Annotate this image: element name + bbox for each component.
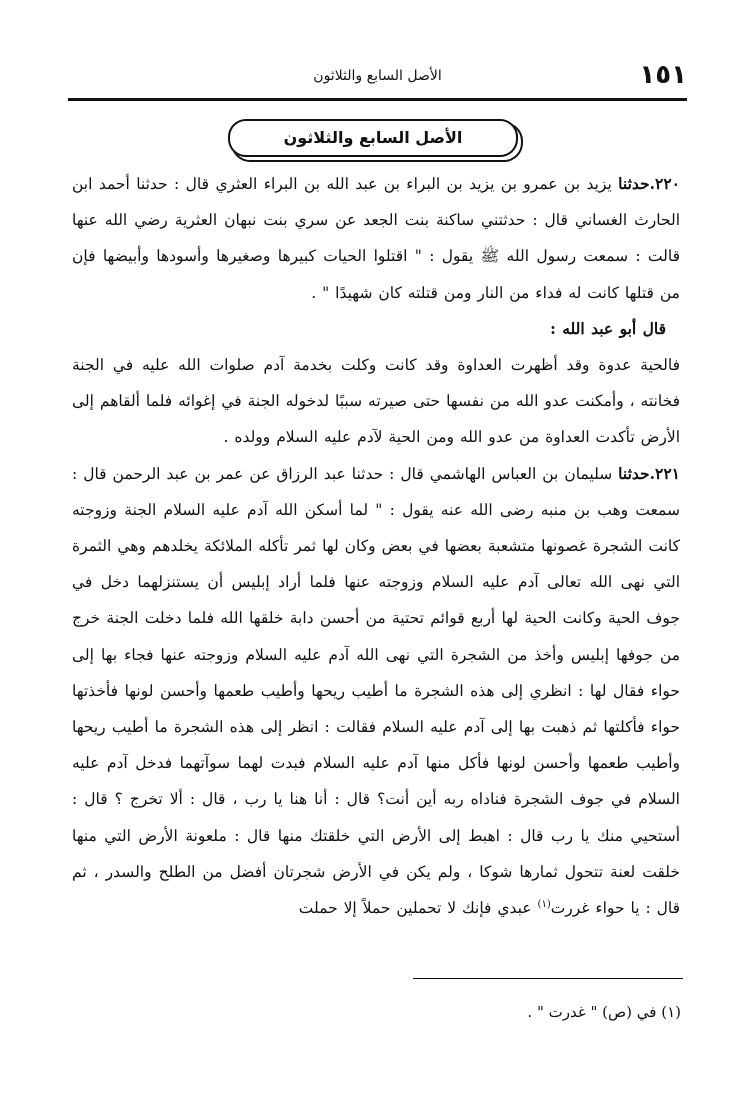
- hadith-text: سليمان بن العباس الهاشمي قال : حدثنا عبد الرزاق عن عمر بن عبد الرحمن قال : سمعت وهب بن منبه رضى الله عنه يقول : " لما أسكن الله آدم عليه السلام الجنة وزوجته كانت الشجرة غصونها متشعبة بعضها في بعض وكان لها ثمر تأكله الملائكة يخلدهم وهي الثمرة التي نهى الله تعالى آدم عليه السلام وزوجته عنها فلما أراد إبليس أن يستنزلهما دخل في جوف الحية وكانت الحية لها أربع قوائم تحتية من أحسن دابة خلقها الله فلما دخلت الجنة خرج من جوفها إبليس وأخذ من الشجرة التي نهى الله آدم عليه السلام وزوجته عنها فجاء بها إلى حواء فقال لها : انظري إلى هذه الشجرة ما أطيب ريحها وأطيب طعمها وأحسن لونها فأخذتها حواء فأكلتها ثم ذهبت بها إلى آدم عليه السلام فقالت : انظر إلى هذه الشجرة ما أطيب ريحها وأطيب طعمها وأحسن لونها فأكل منها آدم عليه السلام فبدت لهما سوآتهما فدخل آدم عليه السلام في جوف الشجرة فناداه ربه أين أنت؟ قال : أنا هنا يا رب ، قال : ألا تخرج ؟ قال : أستحيي منك يا رب قال : اهبط إلى الأرض التي خلقتك منها قال : ملعونة الأرض التي منها خلقت لعنة تتحول ثمارها شوكا ، ولم يكن في الأرض شجرتان أفضل من الطلح والسدر ، ثم قال : يا حواء غررت: [72, 464, 680, 918]
- abu-abdullah-heading: قال أبو عبد الله :: [550, 318, 666, 338]
- haddathana-label: حدثنا: [618, 463, 650, 483]
- running-header: [68, 58, 687, 98]
- chapter-title: الأصل السابع والثلاثون: [228, 119, 518, 157]
- running-title: الأصل السابع والثلاثون: [313, 68, 442, 84]
- hadith-text-continued: عبدي فإنك لا تحملين حملاً إلا حملت: [298, 899, 538, 918]
- hadith-number: ٢٢٠.: [649, 174, 680, 193]
- haddathana-label: حدثنا: [618, 174, 650, 193]
- footnote-marker: (١): [661, 1003, 681, 1021]
- page-number: ١٥١: [639, 60, 687, 90]
- footnote-rule: [413, 978, 683, 979]
- commentary: فالحية عدوة وقد أظهرت العداوة وقد كانت وكلت بخدمة آدم صلوات الله عليه في الجنة فخانته ، وأمكنت عدو الله من نفسها حتى صيرته سببًا لدخوله الجنة في إغوائه فلما ألقاهم إلى الأرض تأكدت العداوة من عدو الله ومن الحية لآدم عليه السلام وولده .: [72, 356, 680, 447]
- hadith-220: [72, 166, 680, 311]
- hadith-number: ٢٢١.: [649, 463, 680, 483]
- footnote-reference[interactable]: (١): [537, 898, 551, 910]
- footnote-text: في (ص) " غدرت " .: [527, 1003, 657, 1021]
- hadith-221: [72, 456, 680, 927]
- body-text: [72, 166, 680, 926]
- hadith-text: يزيد بن عمرو بن يزيد بن البراء بن عبد الله بن البراء العثري قال : حدثنا أحمد ابن الحارث الغساني قال : حدثتني ساكنة بنت الجعد عن سري بنت نبهان العثرية رضي الله عنها قالت : سمعت رسول الله ﷺ يقول : " اقتلوا الحيات كبيرها وصغيرها وأسودها وأبيضها فإن من قتلها كانت له فداء من النار ومن قتلته كان شهيدًا " .: [72, 175, 680, 302]
- header-rule: [68, 98, 687, 101]
- footnote: [81, 1000, 681, 1024]
